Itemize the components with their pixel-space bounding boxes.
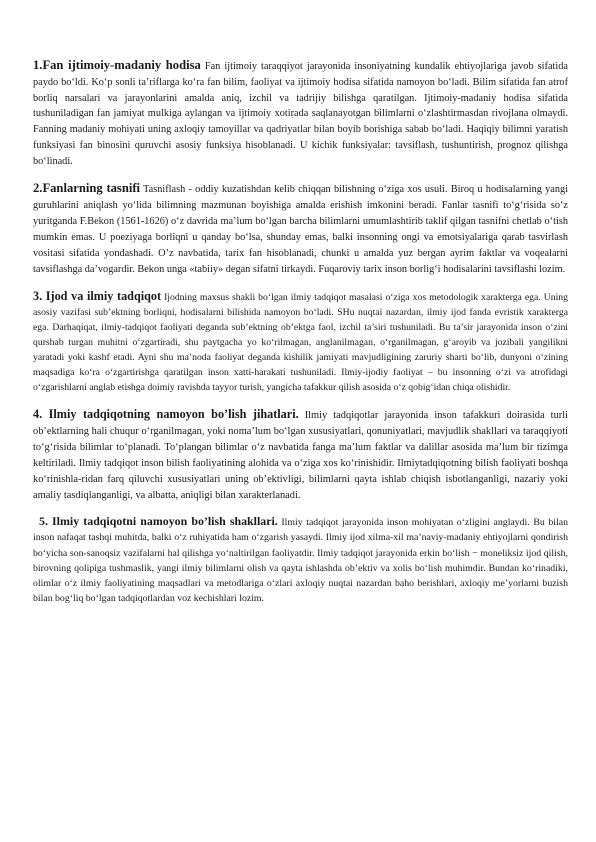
section-2-heading: 2.Fanlarning tasnifi bbox=[33, 180, 141, 195]
section-2-text: Tasniflash - oddiy kuzatishdan kelib chiqqan bilishning o‘ziga xos usuli. Biroq u hodisalarning yangi guruhlarini aniqlash yo‘lida bilimning mazmunan boyishiga amalda erishish imkonini beradi. Fanlar tasnifi to‘g‘risida so‘z yuritganda F.Bekon (1561-1626) o‘z davrida ma’lum bo‘lgan barcha bilimlarni umumlashtirib taklif qilgan tasnifni chetlab o‘tish mumkin emas. U poeziyaga borliqni u qanday bo‘lsa, shunday emas, balki insonning ongi va emotsiyalariga qarab tasvirlash vositasi sifatida yondashadi. O’z navbatida, tarix fan hisoblanadi, chunki u amalda yuz bergan ayrim faktlar va voqealarni tavsiflashga da’vogardir. Bekon unga «tabiiy» degan sifatni tirkaydi. Fuqaroviy tarix inson borlig‘i hodisalarini tavsiflashi lozim. bbox=[33, 183, 568, 275]
section-5-heading: 5. Ilmiy tadqiqotni namoyon bo’lish shakllari. bbox=[39, 514, 278, 529]
section-3-heading: 3. Ijod va ilmiy tadqiqot bbox=[33, 288, 162, 303]
section-4-text: Ilmiy tadqiqotlar jarayonida inson tafakkuri doirasida turli ob’ektlarning hali chuqur o‘rganilmagan, yoki noma’lum bo‘lgan xususiyatlari, qonuniyatlari, mavjudlik shakllari va taraqqiyoti to‘g‘risida bilimlar to‘planadi. To‘plangan bilimlar o‘z navbatida fanga ma’lum faktlar va dalillar asosida ma’lum bir tizimga keltiriladi. Ilmiy tadqiqot inson bilish faoliyatining alohida va o‘ziga xos ko‘rinishidir. Ilmiytadqiqotning bilish faoliyati boshqa ko‘rinishla-ridan farq qiluvchi xususiyatlari uning ob’ektivligi, bilimlarni qayta ishlab chiqish isbotlanganligi, nazariy yoki amaliy tasdiqlanganligi, va albatta, aniqligi bilan xarakterlanadi. bbox=[33, 409, 568, 502]
section-3-text: Ijodning maxsus shakli bo‘lgan ilmiy tadqiqot masalasi o‘ziga xos metodologik xarakterga ega. Uning asosiy vazifasi sub’ektning borliqni, hodisalarni bilishida namoyon bo‘ladi. SHu nuqtai nazardan, ilmiy ijod fanda evristik xarakterga ega. Darhaqiqat, ilmiy-tadqiqot faoliyati deganda sub’ektning ob’ektga faol, izchil ta’siri tushuniladi. Bu ta’sir jarayonida inson o‘zini qurshab turgan muhitni o‘zgartiradi, shu paytgacha yo ko‘rilmagan, anglanilmagan, o‘rganilmagan, g‘aroyib va jozibali yangilikni yaratadi yoki kashf etadi. Ayni shu ma’noda faoliyat deganda kishilik jamiyati mavjudligining zaruriy sharti bo‘lib, dunyoni o‘zining maqsadiga ko‘ra o‘zgartirishga qaratilgan inson xatti-harakati tushuniladi. Ilmiy-ijodiy faoliyat – bu insonning o‘zi va atrofidagi o‘zgarishlarni anglab etishga doimiy ravishda tayyor turish, yangicha tafakkur qilish asosida o‘z qobig‘idan chiqa olishidir. bbox=[33, 291, 568, 393]
section-1-text: Fan ijtimoiy taraqqiyot jarayonida insoniyatning kundalik ehtiyojlariga javob sifatida paydo bo‘ldi. Ko‘p sonli ta’riflarga ko‘ra fan bilim, faoliyat va ijtimoiy hodisa sifatida namoyon bo‘ladi. Bilim sifatida fan atrof borliq narsalari va jarayonlarini amalda aniq, izchil va tadrijiy bilishga qaratilgan. Ijtimoiy-madaniy hodisa sifatida tushuniladigan fan jamiyat mulkiga aylangan va ijtimoiy xotirada saqlanayotgan bilimlarni o‘zlashtirmasdan rivojlana olmaydi. Fanning madaniy mohiyati uning axloqiy tamoyillar va qadriyatlar bilan boyib borishiga sabab bo‘ladi. Haqiqiy bilimni yaratish funksiyasi fan binosini quruvchi asosiy funksiya hisoblanadi. U kichik funksiyalar: tavsiflash, tushuntirish, prognoz qilishga bo‘linadi. bbox=[33, 61, 568, 167]
section-3 bbox=[33, 289, 568, 395]
section-4-heading: 4. Ilmiy tadqiqotning namoyon bo’lish jihatlari. bbox=[33, 406, 299, 421]
section-5 bbox=[33, 514, 568, 606]
section-5-text: Ilmiy tadqiqot jarayonida inson mohiyatan o‘zligini anglaydi. Bu bilan inson nafaqat tashqi muhitda, balki o‘z ruhiyatida ham o‘zgarish yasaydi. Ilmiy ijod xilma-xil ma’naviy-madaniy ehtiyojlarni qondirish bo‘yicha son-sanoqsiz vazifalarni hal qilishga yo‘naltirilgan faoliyatdir. Ilmiy tadqiqot jarayonida erkin bo‘lish − moneliksiz ijod qilish, birovning qolipiga tushmaslik, yangi ilmiy bilimlarni olish va qayta ishlashda ob’ektiv va xolis bo‘lish muhimdir. Bundan ko‘rinadiki, olimlar o‘z ilmiy faoliyatining maqsadlari va metodlariga o‘zlari axloqiy nuqtai nazardan baho berishlari, axloqiy me’yorlarni buzish bilan bog‘liq bo‘lgan tadqiqotlardan voz kechishlari lozim. bbox=[33, 517, 568, 605]
section-2 bbox=[33, 180, 568, 278]
section-4 bbox=[33, 406, 568, 505]
document-page bbox=[33, 58, 568, 606]
section-1-heading: 1.Fan ijtimoiy-madaniy hodisa bbox=[33, 58, 201, 72]
section-1 bbox=[33, 58, 568, 170]
